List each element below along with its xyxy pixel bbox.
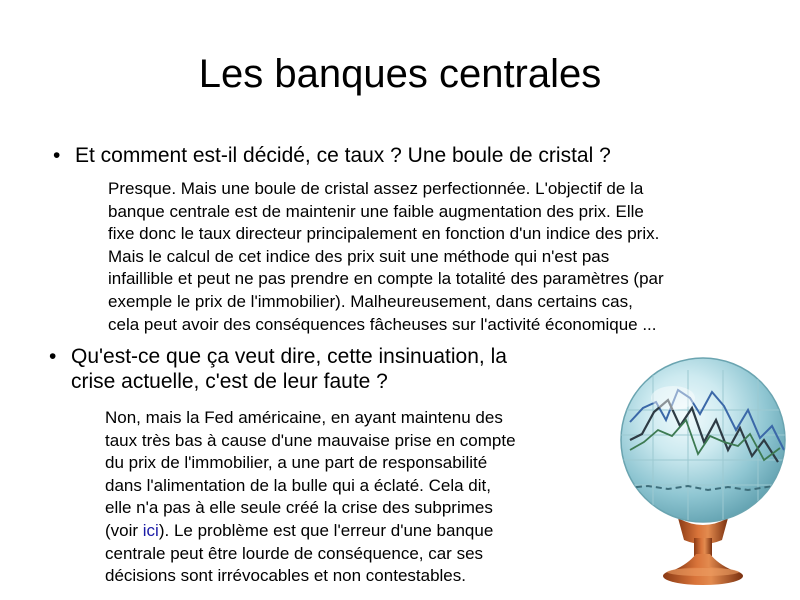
bullet-question-1 bbox=[53, 143, 715, 168]
answer-paragraph-2 bbox=[105, 407, 605, 588]
crystal-ball bbox=[618, 358, 788, 522]
answer-line: du prix de l'immobilier, a une part de responsabilité bbox=[105, 453, 488, 473]
answer-line: décisions sont irrévocables et non contestables. bbox=[105, 566, 466, 586]
bullet-dot: • bbox=[49, 345, 57, 368]
wooden-stand bbox=[663, 518, 743, 585]
slide-title: Les banques centrales bbox=[198, 52, 602, 96]
bullet-question-2 bbox=[49, 344, 611, 394]
ici-link[interactable]: ici bbox=[142, 520, 159, 540]
answer-line: Non, mais la Fed américaine, en ayant maintenu des bbox=[105, 408, 503, 427]
answer-line: dans l'alimentation de la bulle qui a éclaté. Cela dit, bbox=[105, 475, 491, 495]
link-prefix: (voir bbox=[105, 520, 143, 540]
link-suffix: ). Le problème est que l'erreur d'une banque bbox=[158, 520, 494, 540]
answer-line: Mais le calcul de cet indice des prix suit une méthode qui n'est pas bbox=[108, 246, 610, 266]
answer-line-with-link bbox=[105, 520, 605, 543]
answer-line: centrale peut être lourde de conséquence, car ses bbox=[105, 543, 484, 563]
answer-paragraph-1 bbox=[108, 178, 778, 336]
question-text: Et comment est-il décidé, ce taux ? Une boule de cristal ? bbox=[75, 144, 611, 167]
answer-line: infaillible et peut ne pas prendre en compte la totalité des paramètres (par bbox=[108, 269, 664, 289]
answer-line: fixe donc le taux directeur principalement en fonction d'un indice des prix. bbox=[108, 224, 660, 244]
answer-line: cela peut avoir des conséquences fâcheuses sur l'activité économique ... bbox=[108, 314, 657, 334]
question-line: crise actuelle, c'est de leur faute ? bbox=[71, 370, 388, 393]
answer-line: banque centrale est de maintenir une faible augmentation des prix. Elle bbox=[108, 201, 644, 221]
answer-line: exemple le prix de l'immobilier). Malheureusement, dans certains cas, bbox=[108, 291, 633, 311]
answer-line: elle n'a pas à elle seule créé la crise des subprimes bbox=[105, 498, 493, 518]
question-line: Qu'est-ce que ça veut dire, cette insinuation, la bbox=[71, 345, 507, 368]
answer-line: Presque. Mais une boule de cristal assez perfectionnée. L'objectif de la bbox=[108, 179, 644, 198]
bullet-dot: • bbox=[53, 144, 61, 167]
crystal-ball-chart-illustration bbox=[608, 350, 794, 595]
answer-line: taux très bas à cause d'une mauvaise prise en compte bbox=[105, 430, 516, 450]
